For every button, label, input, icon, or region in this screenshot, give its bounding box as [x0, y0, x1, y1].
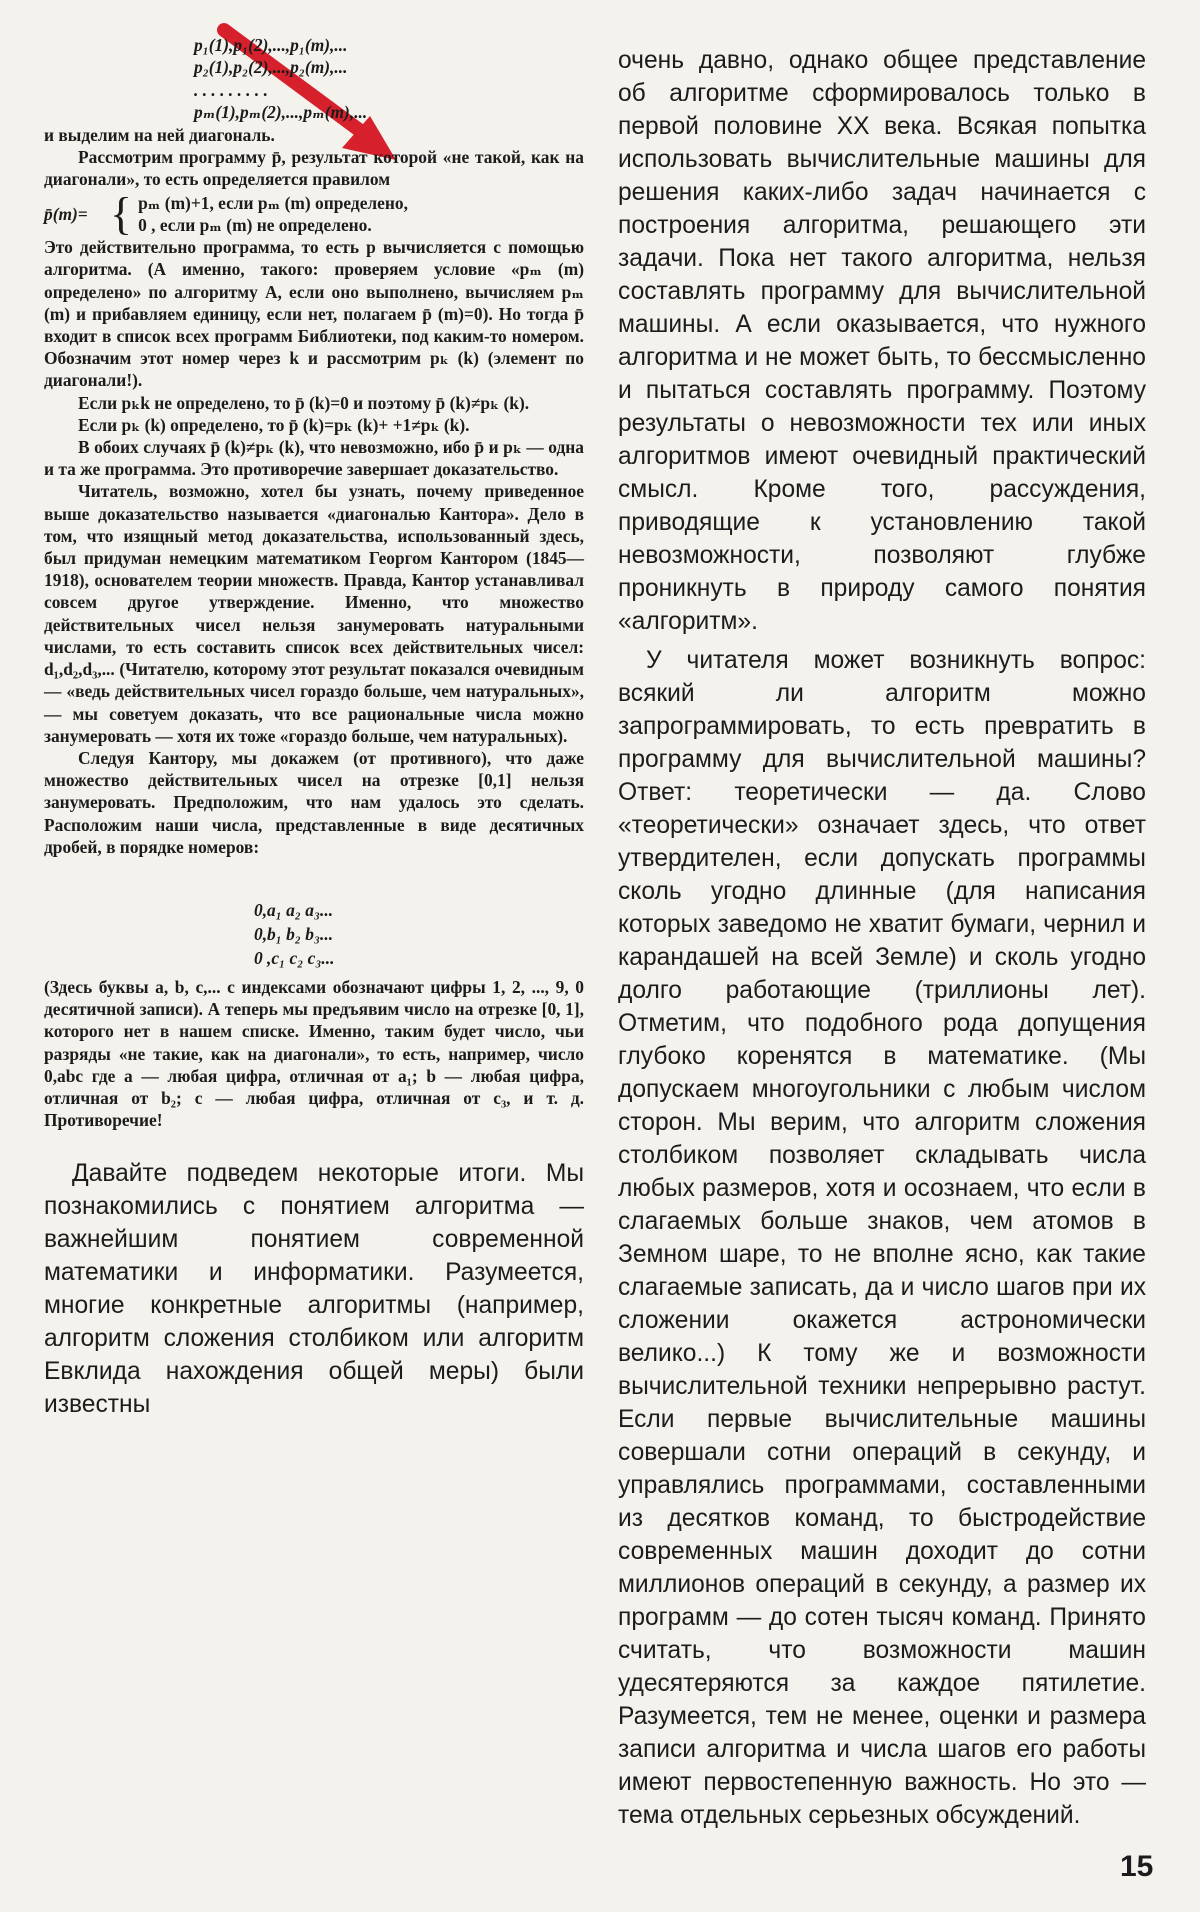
paragraph-contradiction: В обоих случаях p̄ (k)≠pₖ (k), что невозможно, ибо p̄ и pₖ — одна и та же программа. Это противоречие завершает доказательство.	[44, 437, 584, 480]
decimal-row-c: 0 ,c₁ c₂ c₃...	[254, 947, 335, 968]
formula-brace-icon: {	[110, 188, 133, 240]
spacer	[44, 1131, 584, 1157]
paragraph-digits: (Здесь буквы a, b, c,... с индексами обозначают цифры 1, 2, ..., 9, 0 десятичной записи). А теперь мы предъявим число на отрезке [0, 1], которого нет в нашем списке. Именно, таким будет число, чьи разряды «не такие, как на диагонали», то есть, например, число 0,abc где a — любая цифра, отличная от a₁; b — любая цифра, отличная от b₂; c — любая цифра, отличная от c₃, и т. д. Противоречие!	[44, 976, 584, 1131]
paragraph-summary: Давайте подведем некоторые итоги. Мы познакомились с понятием алгоритма — важнейшим понятием современной математики и информатики. Разумеется, многие конкретные алгоритмы (например, алгоритм сложения столбиком или алгоритм Евклида нахождения общей меры) были известны	[44, 1160, 584, 1419]
left-column	[44, 34, 584, 1421]
matrix-row-m: pₘ(1),pₘ(2),...,pₘ(m),...	[194, 102, 368, 123]
paragraph-diagonal: и выделим на ней диагональ.	[44, 124, 275, 145]
formula-lhs: p̄(m)=	[44, 204, 88, 225]
program-matrix	[44, 34, 584, 124]
paragraph-cantor: Читатель, возможно, хотел бы узнать, почему приведенное выше доказательство называется «диагональю Кантора». Дело в том, что изящный метод доказательства, использованный здесь, был придуман немецким математиком Георгом Кантором (1845—1918), основателем теории множеств. Правда, Кантор устанавливал совсем другое утверждение. Именно, что множество действительных чисел нельзя занумеровать натуральными числами, то есть составить список всех действительных чисел: d₁,d₂,d₃,... (Читателю, которому этот результат показался очевидным — «ведь действительных чисел гораздо больше, чем натуральных»,— мы советуем доказать, что все рациональные числа можно занумеровать — хотя их тоже «гораздо больше, чем натуральных).	[44, 481, 584, 746]
paragraph-question: У читателя может возникнуть вопрос: всякий ли алгоритм можно запрограммировать, то есть превратить в программу для вычислительной машины? Ответ: теоретически — да. Слово «теоретически» означает здесь, что ответ утвердителен, если допускать программы сколь угодно длинные (для написания которых заведомо не хватит бумаги, чернил и карандашей на всей Земле) и сколь угодно долго работающие (триллионы лет). Отметим, что подобного рода допущения глубоко коренятся в математике. (Мы допускаем многоугольники с любым числом сторон. Мы верим, что алгоритм сложения столбиком позволяет складывать числа любых размеров, хотя и осознаем, что если в слагаемых больше знаков, чем атомов в Земном шаре, то не вполне ясно, как такие слагаемые записать, да и число шагов при их сложении окажется астрономически велико...) К тому же и возможности вычислительной техники непрерывно растут. Если первые вычислительные машины совершали сотни операций в секунду, и управлялись программами, составленными из десятков команд, то быстродействие современных машин доходит до сотни миллионов операций в секунду, а размер их программ — до сотен тысяч команд. Принято считать, что возможности машин удесятеряются за каждое пятилетие. Разумеется, тем не менее, оценки и размера записи алгоритма и числа шагов его работы имеют первостепенную важность. Но это — тема отдельных серьезных обсуждений.	[618, 647, 1146, 1829]
paragraph-proof: Следуя Кантору, мы докажем (от противного), что даже множество действительных чисел на отрезке [0,1] нельзя занумеровать. Предположим, что нам удалось это сделать. Расположим наши числа, представленные в виде десятичных дробей, в порядке номеров:	[44, 747, 584, 857]
decimal-list	[44, 898, 584, 970]
definition-formula	[44, 188, 584, 240]
matrix-row-dots: . . . . . . . . .	[194, 79, 268, 100]
decimal-row-a: 0,a₁ a₂ a₃...	[254, 899, 334, 920]
page-number: 15	[1120, 1850, 1154, 1883]
paragraph-case-undefined: Если pₖk не определено, то p̄ (k)=0 и поэтому p̄ (k)≠pₖ (k).	[78, 392, 530, 413]
right-column	[618, 44, 1146, 1832]
paragraph-history: очень давно, однако общее представление об алгоритме сформировалось только в первой половине XX века. Всякая попытка использовать вычислительные машины для решения каких-либо задач начинается с построения алгоритма, решающего эти задачи. Пока нет такого алгоритма, нельзя составлять программу для вычислительной машины. А если оказывается, что нужного алгоритма и не может быть, то бессмысленно и пытаться составлять программу. Поэтому результаты о невозможности тех или иных алгоритмов имеют очевидный практический смысл. Кроме того, рассуждения, приводящие к установлению такой невозможности, позволяют глубже проникнуть в природу самого понятия «алгоритм».	[618, 47, 1146, 635]
formula-case-1: pₘ (m)+1, если pₘ (m) определено,	[138, 193, 408, 214]
formula-case-2: 0 , если pₘ (m) не определено.	[138, 215, 372, 236]
formula-cases	[138, 192, 408, 236]
paragraph-case-defined: Если pₖ (k) определено, то p̄ (k)=pₖ (k)+ +1≠pₖ (k).	[78, 414, 470, 435]
decimal-row-b: 0,b₁ b₂ b₃...	[254, 923, 334, 944]
matrix-row-2: p₂(1),p₂(2),...,p₂(m),...	[194, 57, 348, 78]
paragraph-algorithm: Это действительно программа, то есть p вычисляется с помощью алгоритма. (А именно, такого: проверяем условие «pₘ (m) определено» по алгоритму A, если оно выполнено, вычисляем pₘ (m) и прибавляем единицу, если нет, полагаем p̄ (m)=0). Но тогда p̄ входит в список всех программ Библиотеки, под каким-то номером. Обозначим этот номер через k и рассмотрим pₖ (k) (элемент по диагонали!).	[44, 237, 584, 391]
matrix-row-1: p₁(1),p₁(2),...,p₁(m),...	[194, 35, 348, 55]
paragraph-program-p: Рассмотрим программу p̄, результат которой «не такой, как на диагонали», то есть определяется правилом	[44, 146, 584, 190]
